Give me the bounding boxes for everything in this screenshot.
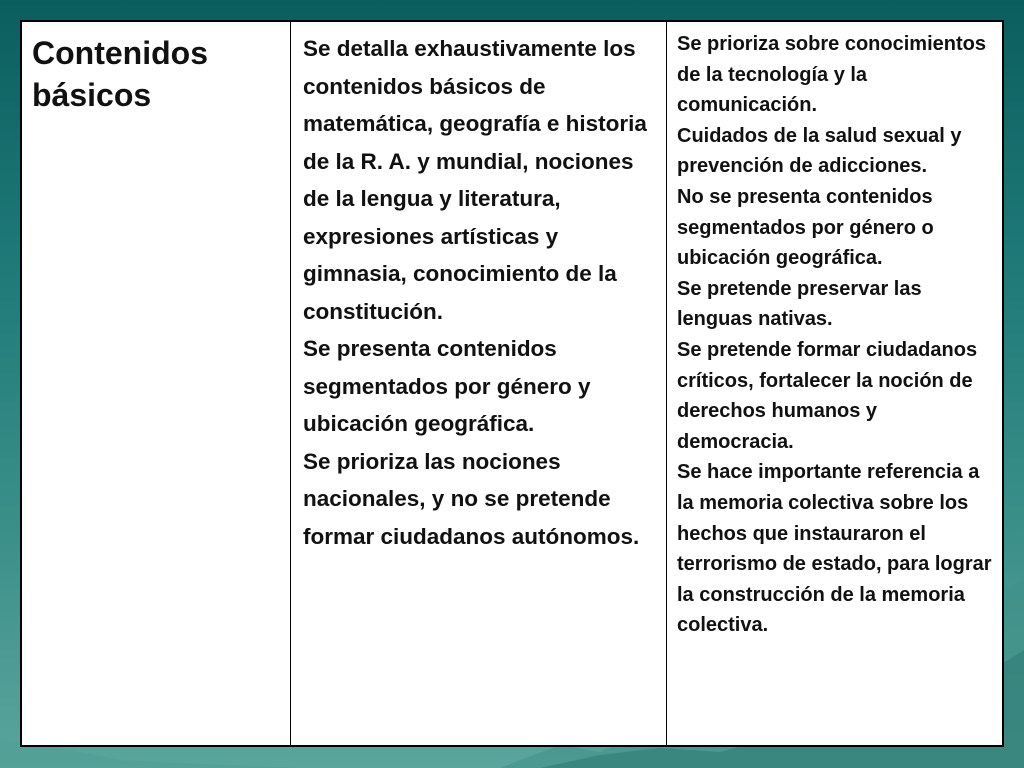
table-row bbox=[22, 22, 1003, 746]
column-3-cell bbox=[667, 22, 1003, 746]
column-3-paragraph: Se pretende preservar las lenguas nativas. bbox=[677, 277, 922, 331]
row-header-cell bbox=[22, 22, 291, 746]
column-2-cell bbox=[291, 22, 667, 746]
column-3-paragraph: No se presenta contenidos segmentados por género o ubicación geográfica. bbox=[677, 185, 934, 270]
column-2-paragraph: Se prioriza las nociones nacionales, y no se pretende formar ciudadanos autónomos. bbox=[303, 448, 640, 549]
row-header-label: Contenidos básicos bbox=[32, 35, 208, 113]
column-2-paragraph: Se detalla exhaustivamente los contenidos básicos de matemática, geografía e historia de la R. A. y mundial, nociones de la lengua y literatura, expresiones artísticas y gimnasia, conocimiento de la constitución. bbox=[303, 36, 647, 324]
column-3-paragraph: Se hace importante referencia a la memoria colectiva sobre los hechos que instauraron el terrorismo de estado, para lograr la construcción de la memoria colectiva. bbox=[677, 461, 992, 637]
comparison-table bbox=[21, 21, 1003, 746]
column-2-paragraph: Se presenta contenidos segmentados por género y ubicación geográfica. bbox=[303, 336, 591, 436]
column-3-paragraph: Se pretende formar ciudadanos críticos, fortalecer la noción de derechos humanos y democracia. bbox=[677, 338, 978, 453]
content-table bbox=[20, 20, 1004, 747]
column-3-paragraph: Se prioriza sobre conocimientos de la tecnología y la comunicación. bbox=[677, 33, 986, 117]
column-3-paragraph: Cuidados de la salud sexual y prevención de adicciones. bbox=[677, 124, 962, 178]
